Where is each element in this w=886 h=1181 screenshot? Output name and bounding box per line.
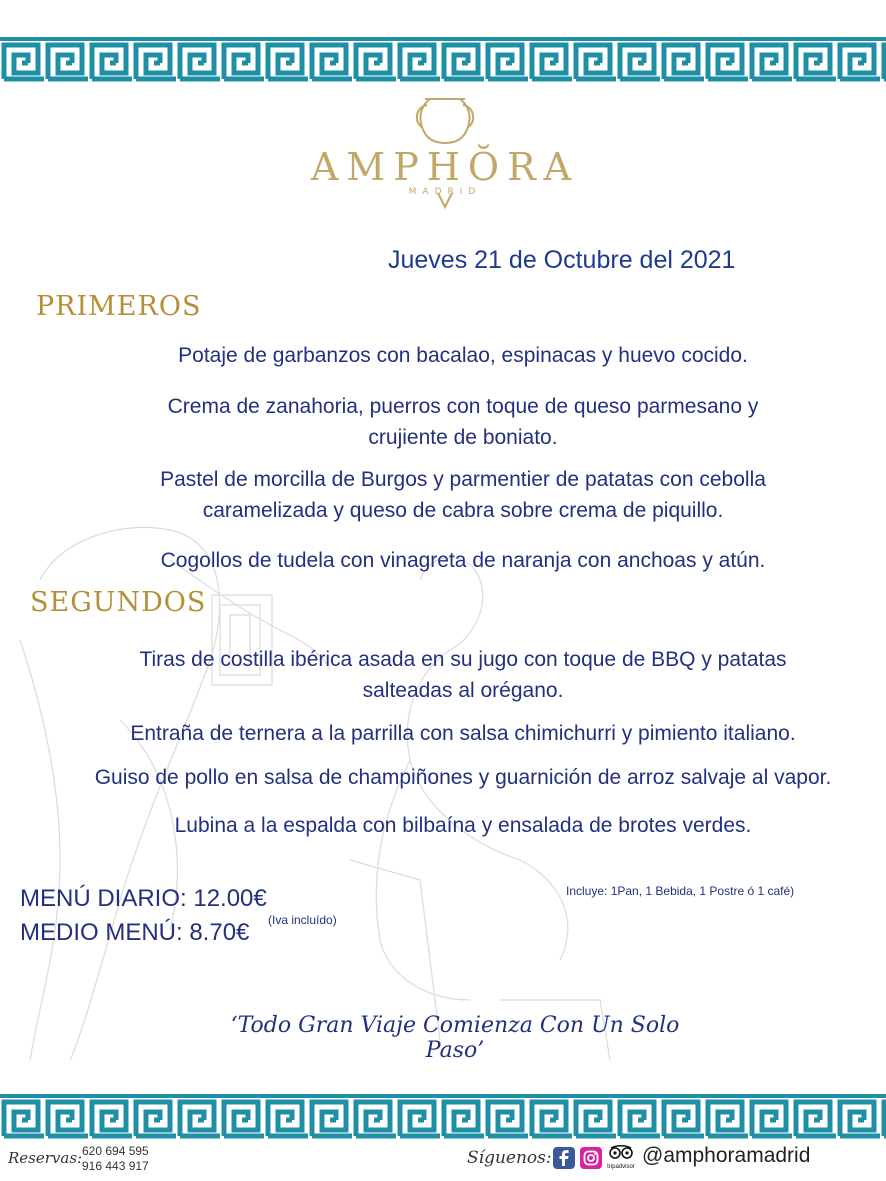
medio-menu-price: MEDIO MENÚ: 8.70€ <box>20 919 250 946</box>
primeros-dish-3 <box>40 464 886 526</box>
dish-line: Crema de zanahoria, puerros con toque de queso parmesano y <box>167 395 759 418</box>
segundos-dish-4 <box>40 810 886 841</box>
menu-diario-price: MENÚ DIARIO: 12.00€ <box>20 885 267 912</box>
segundos-dish-2 <box>40 718 886 749</box>
greek-figure-illustration <box>0 440 886 1064</box>
dish-line: Pastel de morcilla de Burgos y parmentier de patatas con cebolla <box>160 468 766 491</box>
primeros-heading: PRIMEROS <box>36 291 202 322</box>
segundos-dish-3 <box>40 762 886 793</box>
facebook-icon[interactable] <box>553 1147 575 1169</box>
dish-line: Guiso de pollo en salsa de champiñones y guarnición de arroz salvaje al vapor. <box>94 766 832 789</box>
greek-key-border-bottom <box>0 1094 886 1144</box>
menu-date: Jueves 21 de Octubre del 2021 <box>388 246 736 274</box>
phone-1[interactable]: 620 694 595 <box>82 1144 149 1158</box>
instagram-icon[interactable] <box>580 1147 602 1169</box>
social-handle[interactable]: @amphoramadrid <box>642 1144 811 1167</box>
dish-line: Potaje de garbanzos con bacalao, espinacas y huevo cocido. <box>178 344 748 367</box>
primeros-dish-1 <box>40 340 886 371</box>
dish-line: Tiras de costilla ibérica asada en su jugo con toque de BBQ y patatas <box>139 648 787 671</box>
tripadvisor-icon[interactable] <box>606 1145 636 1171</box>
dish-line: Entraña de ternera a la parrilla con salsa chimichurri y pimiento italiano. <box>130 722 796 745</box>
primeros-dish-2 <box>40 391 886 453</box>
segundos-heading: SEGUNDOS <box>30 587 207 618</box>
phone-2[interactable]: 916 443 917 <box>82 1159 149 1173</box>
includes-note: Incluye: 1Pan, 1 Bebida, 1 Postre ó 1 café) <box>566 884 795 898</box>
dish-line: Cogollos de tudela con vinagreta de naranja con anchoas y atún. <box>160 549 766 572</box>
siguenos-label: Síguenos: <box>467 1148 552 1168</box>
greek-key-border-top <box>0 37 886 87</box>
amphora-logo <box>310 95 580 215</box>
dish-line: caramelizada y queso de cabra sobre crema de piquillo. <box>202 499 724 522</box>
motto-quote: ‘Todo Gran Viaje Comienza Con Un Solo Paso’ <box>230 1013 680 1063</box>
primeros-dish-4 <box>40 545 886 576</box>
dish-line: crujiente de boniato. <box>368 426 558 449</box>
brand-city: MADRID <box>408 187 482 197</box>
brand-name: AMPHŎRA <box>310 145 580 189</box>
reservas-label: Reservas: <box>8 1149 83 1167</box>
dish-line: salteadas al orégano. <box>362 679 564 702</box>
segundos-dish-1 <box>40 644 886 706</box>
tripadvisor-label: tripadvisor <box>607 1164 635 1170</box>
iva-note: (Iva incluído) <box>268 913 337 927</box>
dish-line: Lubina a la espalda con bilbaína y ensalada de brotes verdes. <box>174 814 752 837</box>
